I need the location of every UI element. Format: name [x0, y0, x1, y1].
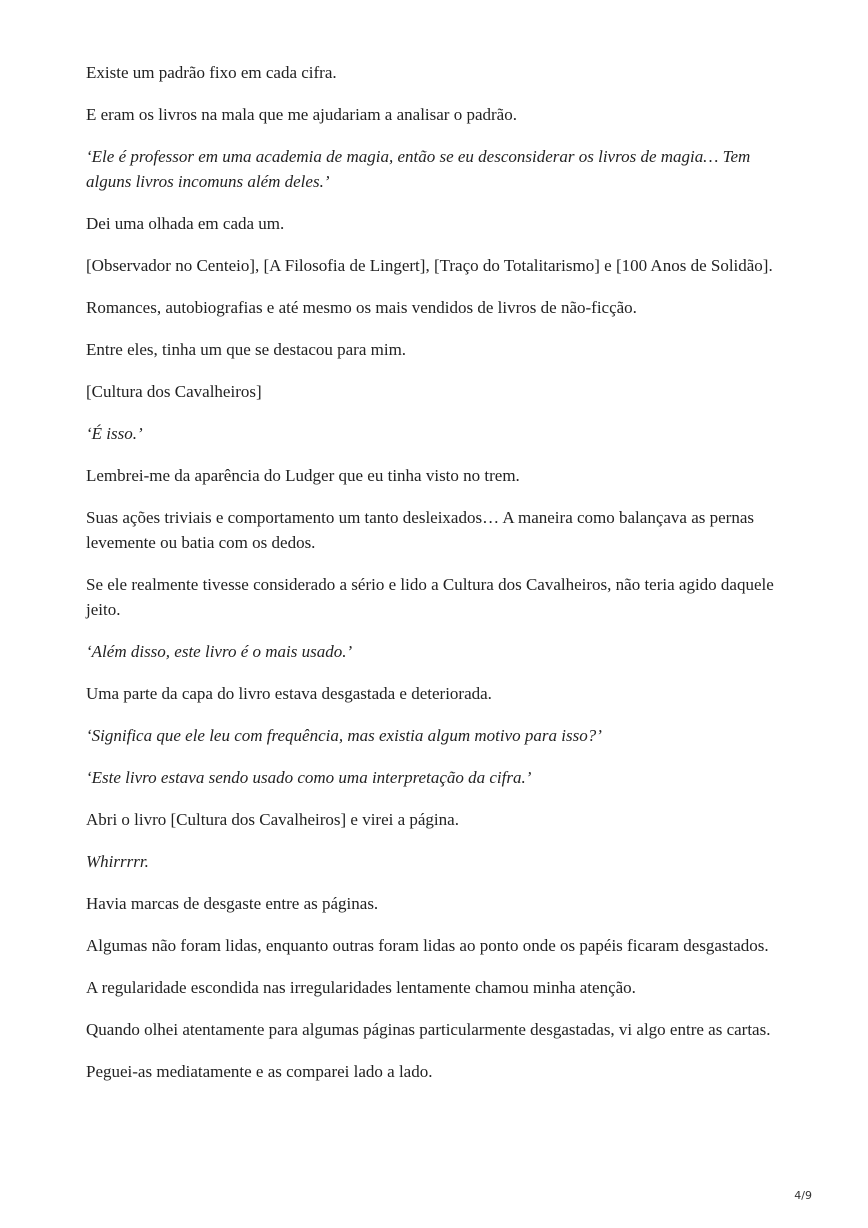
paragraph: Se ele realmente tivesse considerado a sério e lido a Cultura dos Cavalheiros, não teria agido daquele jeito. — [86, 575, 774, 619]
paragraph: Uma parte da capa do livro estava desgastada e deteriorada. — [86, 684, 492, 703]
italic-paragraph: ‘Ele é professor em uma academia de magia, então se eu desconsiderar os livros de magia… Tem alguns livros incomuns além deles.’ — [86, 147, 751, 191]
paragraph: Abri o livro [Cultura dos Cavalheiros] e virei a página. — [86, 810, 459, 829]
paragraph: [Cultura dos Cavalheiros] — [86, 382, 262, 401]
paragraph: Suas ações triviais e comportamento um tanto desleixados… A maneira como balançava as pernas levemente ou batia com os dedos. — [86, 508, 754, 552]
paragraph: E eram os livros na mala que me ajudariam a analisar o padrão. — [86, 105, 517, 124]
page-content — [86, 60, 776, 1101]
paragraph: Lembrei-me da aparência do Ludger que eu tinha visto no trem. — [86, 466, 520, 485]
paragraph: Quando olhei atentamente para algumas páginas particularmente desgastadas, vi algo entre as cartas. — [86, 1020, 771, 1039]
paragraph: Algumas não foram lidas, enquanto outras foram lidas ao ponto onde os papéis ficaram desgastados. — [86, 936, 769, 955]
paragraph: Peguei-as mediatamente e as comparei lado a lado. — [86, 1062, 433, 1081]
paragraph: Entre eles, tinha um que se destacou para mim. — [86, 340, 407, 359]
paragraph: Havia marcas de desgaste entre as páginas. — [86, 894, 379, 913]
paragraph: [Observador no Centeio], [A Filosofia de Lingert], [Traço do Totalitarismo] e [100 Anos de Solidão]. — [86, 256, 773, 275]
italic-paragraph: ‘Este livro estava sendo usado como uma interpretação da cifra.’ — [86, 768, 532, 787]
page-number: 4/9 — [794, 1189, 812, 1202]
italic-paragraph: Whirrrrr. — [86, 852, 149, 871]
paragraph: Existe um padrão fixo em cada cifra. — [86, 63, 337, 82]
italic-paragraph: ‘Além disso, este livro é o mais usado.’ — [86, 642, 353, 661]
italic-paragraph: ‘Significa que ele leu com frequência, mas existia algum motivo para isso?’ — [86, 726, 602, 745]
paragraph: A regularidade escondida nas irregularidades lentamente chamou minha atenção. — [86, 978, 636, 997]
italic-paragraph: ‘É isso.’ — [86, 424, 143, 443]
paragraph: Dei uma olhada em cada um. — [86, 214, 285, 233]
paragraph: Romances, autobiografias e até mesmo os mais vendidos de livros de não-ficção. — [86, 298, 637, 317]
